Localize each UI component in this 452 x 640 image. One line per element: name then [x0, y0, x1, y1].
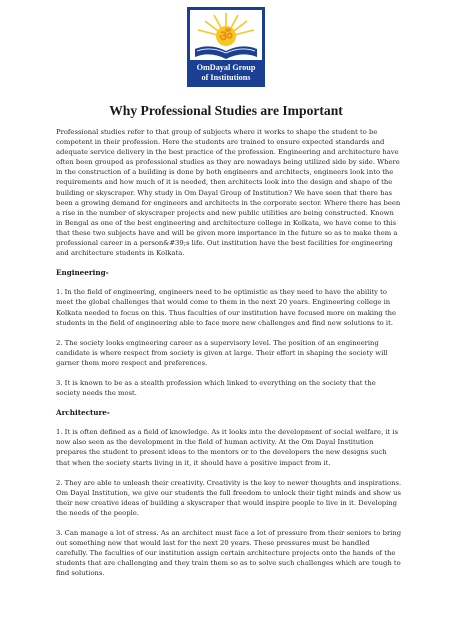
architecture-point-2: 2. They are able to unleash their creativity. Creativity is the key to newer thoughts and inspirations. Om Dayal Institution, we give our students the full freedom to unlock their tight minds and show us their new creative ideas of building a skyscraper that would inspire people to live in it. Developing the needs of the people.	[56, 478, 402, 517]
article-body	[56, 127, 402, 588]
logo-line-2: of Institutions	[201, 73, 251, 82]
logo-emblem	[187, 7, 265, 87]
engineering-point-2: 2. The society looks engineering career as a supervisory level. The position of an engineering candidate is where respect from society is given at large. Their effort in shaping the society will garner them more respect and preferences.	[56, 338, 388, 367]
architecture-heading: Architecture-	[56, 408, 110, 418]
intro-paragraph: Professional studies refer to that group of subjects where it works to shape the student to be competent in their profession. Here the students are trained to ensure expected standards and adequate service delivery in the best practice of the profession. Engineering and architecture have often been grouped as professional studies as they are nowadays being utilized side by side. Where in the construction of a building is done by both engineers and architects, engineers look into the requirements and how much of it is needed, then architects look into the design and shape of the building or skyscraper. Why study in Om Dayal Group of Institution? We have seen that there has been a growing demand for engineers and architects in the corporate sector. Where there has been a rise in the number of skyscraper projects and new public utilities are being constructed. Known in Bengal as one of the best engineering and architecture college in Kolkata, we have come to this that these two subjects have and will be given more importance in the future so as to make them a professional career in a person&#39;s life. Out institution have the best facilities for engineering and architecture students in Kolkata.	[56, 128, 401, 258]
engineering-point-1: 1. In the field of engineering, engineers need to be optimistic as they need to have the ability to meet the global challenges that would come to them in the next 20 years. Engineering college in Kolkata needed to focus on this. Thus faculties of our institution have focused more on making the students in the field of engineering able to face more new challenges and find new solutions to it.	[56, 288, 397, 327]
page-title: Why Professional Studies are Important	[109, 103, 343, 118]
architecture-point-3: 3. Can manage a lot of stress. As an architect must face a lot of pressure from their seniors to bring out something new that would last for the next 20 years. These pressures must be handled carefully. The faculties of our institution assign certain architecture projects onto the hands of the students that are challenging and they train them so as to solve such challenges which are tough to find solutions.	[56, 529, 402, 578]
engineering-heading: Engineering-	[56, 268, 109, 278]
institution-logo	[187, 7, 265, 87]
engineering-point-3: 3. It is known to be as a stealth profession which linked to everything on the society that the society needs the most.	[56, 378, 376, 398]
logo-line-1: OmDayal Group	[196, 63, 256, 72]
architecture-point-1: 1. It is often defined as a field of knowledge. As it looks into the development of social welfare, it is now also seen as the development in the field of human activity. At the Om Dayal Institution prepares the student to present ideas to the mentors or to the developers the new designs such that when the society starts living in it, it should have a positive impact from it.	[56, 428, 399, 467]
om-symbol: ॐ	[219, 27, 233, 45]
